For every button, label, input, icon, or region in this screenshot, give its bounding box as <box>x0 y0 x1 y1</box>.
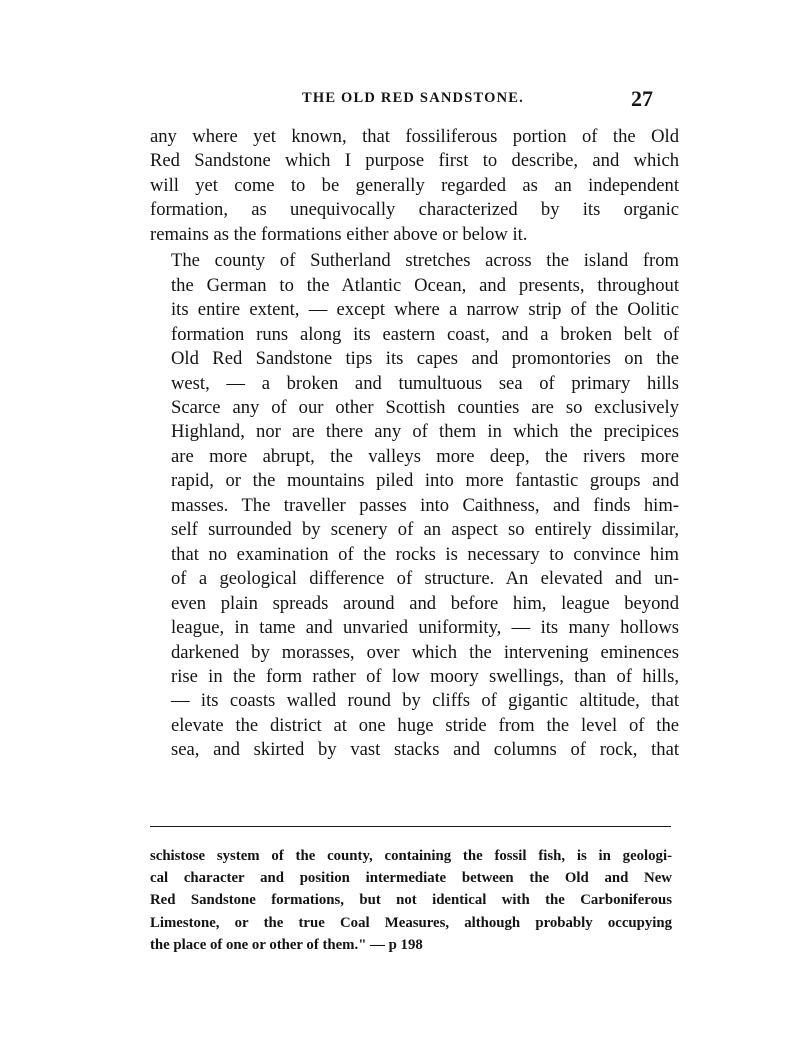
text-line: its entire extent, — except where a narrow strip of the Oolitic <box>171 299 679 321</box>
text-line: Red Sandstone which I purpose first to describe, and which <box>150 150 679 172</box>
main-text <box>150 125 679 763</box>
text-line: formation runs along its eastern coast, and a broken belt of <box>171 323 679 345</box>
footnote-line: schistose system of the county, containing the fossil fish, is in geologi- <box>150 848 672 864</box>
text-line: even plain spreads around and before him, league beyond <box>171 592 679 614</box>
footnote-line: cal character and position intermediate between the Old and New <box>150 870 672 887</box>
footnote-separator-rule <box>150 826 671 827</box>
text-line: sea, and skirted by vast stacks and columns of rock, that <box>171 739 679 761</box>
running-head <box>0 86 800 110</box>
text-line: any where yet known, that fossiliferous portion of the Old <box>150 126 679 147</box>
text-line: The county of Sutherland stretches across the island from <box>171 250 679 272</box>
text-line: elevate the district at one huge stride from the level of the <box>171 714 679 736</box>
text-line: league, in tame and unvaried uniformity, — its many hollows <box>171 617 679 639</box>
text-line: masses. The traveller passes into Caithness, and finds him- <box>171 494 679 516</box>
text-line: are more abrupt, the valleys more deep, the rivers more <box>171 445 679 467</box>
text-line: that no examination of the rocks is necessary to convince him <box>171 543 679 565</box>
page-number: 27 <box>631 86 653 111</box>
footnote-line: Red Sandstone formations, but not identical with the Carboniferous <box>150 892 672 909</box>
footnote-line: Limestone, or the true Coal Measures, although probably occupying <box>150 914 672 931</box>
text-line: rise in the form rather of low moory swellings, than of hills, <box>171 665 679 687</box>
text-line: west, — a broken and tumultuous sea of primary hills <box>171 372 679 394</box>
text-line: the German to the Atlantic Ocean, and presents, throughout <box>171 274 679 296</box>
text-line: Highland, nor are there any of them in which the precipices <box>171 421 679 443</box>
text-line: formation, as unequivocally characterized by its organic <box>150 199 679 221</box>
text-line: rapid, or the mountains piled into more fantastic groups and <box>171 470 679 492</box>
footnote-line: the place of one or other of them." — p 198 <box>150 936 423 953</box>
text-line: of a geological difference of structure. An elevated and un- <box>171 568 679 590</box>
paragraph-sutherland <box>150 249 679 763</box>
text-line: Old Red Sandstone tips its capes and promontories on the <box>171 348 679 370</box>
footnote <box>150 845 672 956</box>
text-line: darkened by morasses, over which the intervening eminences <box>171 641 679 663</box>
text-line: Scarce any of our other Scottish counties are so exclusively <box>171 396 679 418</box>
running-title: THE OLD RED SANDSTONE. <box>302 90 524 106</box>
text-line: will yet come to be generally regarded as an independent <box>150 174 679 196</box>
text-line: self surrounded by scenery of an aspect so entirely dissimilar, <box>171 519 679 541</box>
paragraph-continued <box>150 125 679 247</box>
text-line: remains as the formations either above or below it. <box>150 223 528 245</box>
text-line: — its coasts walled round by cliffs of gigantic altitude, that <box>171 690 679 712</box>
